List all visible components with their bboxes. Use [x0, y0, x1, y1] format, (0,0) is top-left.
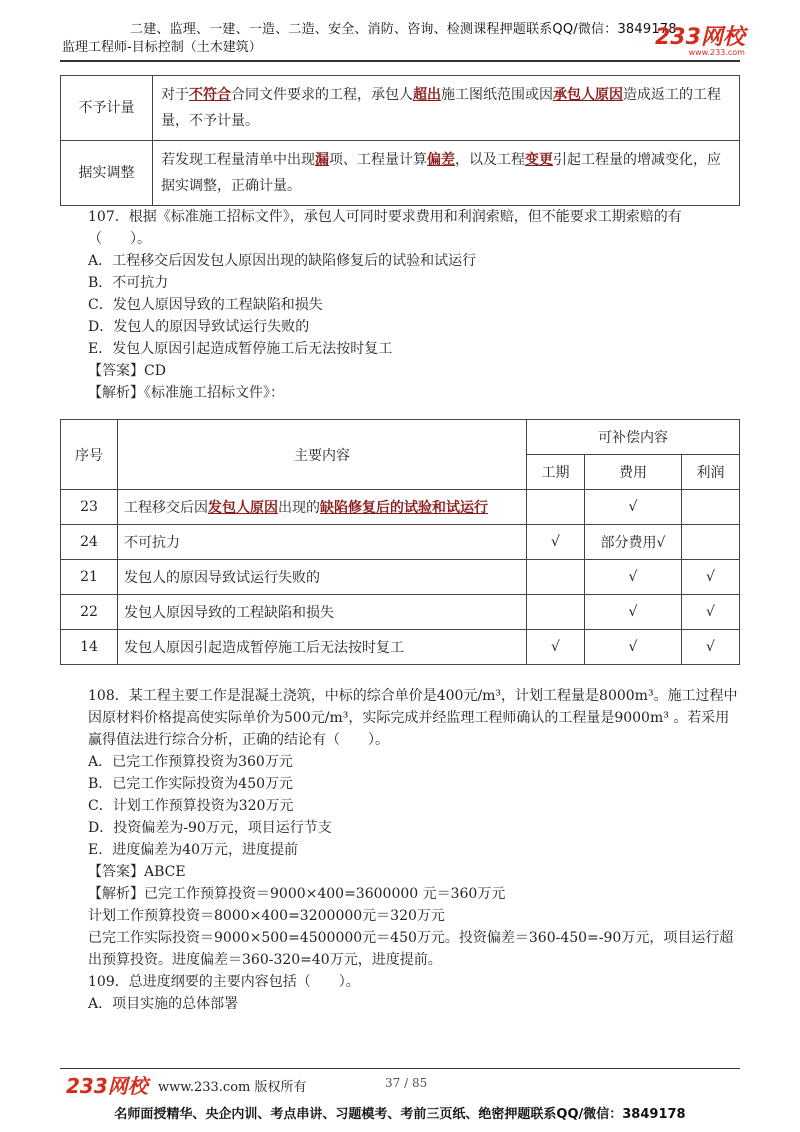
table-row	[61, 76, 740, 141]
row-content: 对于不符合合同文件要求的工程，承包人超出施工图纸范围或因承包人原因造成返工的工程量，不予计量。	[153, 76, 740, 141]
option: E．发包人原因引起造成暂停施工后无法按时复工	[88, 341, 393, 357]
question-stem: 108．某工程主要工作是混凝土浇筑，中标的综合单价是400元/m³，计划工程量是8000m³。施工过程中因原材料价格提高使实际单价为500元/m³，实际完成并经监理工程师确认的工程量是9000m³ 。若采用赢得值法进行综合分析，正确的结论有（ ）。	[88, 688, 738, 748]
header-subject: 监理工程师-目标控制（土木建筑）	[62, 40, 262, 55]
option: B．不可抗力	[88, 275, 169, 291]
footer-contact-line: 名师面授精华、央企内训、考点串讲、习题模考、考前三页纸、绝密押题联系QQ/微信：3849178	[114, 1107, 686, 1122]
table-row: 23 工程移交后因发包人原因出现的缺陷修复后的试验和试运行 √	[61, 490, 740, 525]
brand-logo: 233网校 www.233.com	[655, 25, 745, 57]
header-content: 主要内容	[118, 420, 527, 490]
option: B．已完工作实际投资为450万元	[88, 776, 294, 792]
analysis: 【解析】《标准施工招标文件》：	[88, 385, 284, 401]
analysis: 【解析】已完工作预算投资＝9000×400=3600000 元＝360万元	[88, 886, 506, 902]
question-stem: 107．根据《标准施工招标文件》，承包人可同时要求费用和利润索赔，但不能要求工期索赔的有（ ）。	[88, 209, 682, 247]
header-divider	[60, 60, 740, 62]
option: E．进度偏差为40万元，进度提前	[88, 842, 299, 858]
option: D．发包人的原因导致试运行失败的	[88, 319, 310, 335]
analysis: 已完工作实际投资＝9000×500=4500000元＝450万元。投资偏差＝360-450=-90万元，项目运行超出预算投资。进度偏差＝360-320=40万元，进度提前。	[88, 930, 734, 968]
question-107	[60, 206, 740, 404]
table-row: 22 发包人原因导致的工程缺陷和损失 √ √	[61, 595, 740, 630]
row-label: 据实调整	[61, 141, 153, 206]
header-contact-line: 二建、监理、一建、一造、二造、安全、消防、咨询、检测课程押题联系QQ/微信：3849178	[130, 22, 677, 37]
table-row: 21 发包人的原因导致试运行失败的 √ √	[61, 560, 740, 595]
option: A．工程移交后因发包人原因出现的缺陷修复后的试验和试运行	[88, 253, 477, 269]
header-no: 序号	[61, 420, 118, 490]
footer-divider	[60, 1068, 740, 1069]
row-label: 不予计量	[61, 76, 153, 141]
question-stem: 109．总进度纲要的主要内容包括（ ）。	[88, 974, 360, 990]
measurement-table	[60, 75, 740, 206]
page-number: 37 / 85	[385, 1076, 428, 1090]
analysis: 计划工作预算投资＝8000×400=3200000元＝320万元	[88, 908, 445, 924]
header-profit: 利润	[682, 455, 740, 490]
row-content: 若发现工程量清单中出现漏项、工程量计算偏差，以及工程变更引起工程量的增减变化，应据实调整，正确计量。	[153, 141, 740, 206]
option: A．项目实施的总体部署	[88, 996, 239, 1012]
header-time: 工期	[527, 455, 585, 490]
footer-logo: 233网校	[66, 1074, 148, 1098]
header-compensation: 可补偿内容	[527, 420, 740, 455]
option: C．发包人原因导致的工程缺陷和损失	[88, 297, 323, 313]
option: D．投资偏差为-90万元，项目运行节支	[88, 820, 332, 836]
question-108	[60, 685, 740, 1015]
answer: 【答案】CD	[88, 363, 166, 379]
compensation-table	[60, 419, 740, 665]
header-cost: 费用	[585, 455, 682, 490]
footer-site: www.233.com 版权所有	[158, 1080, 307, 1095]
table-row: 24 不可抗力 √ 部分费用√	[61, 525, 740, 560]
option: C．计划工作预算投资为320万元	[88, 798, 294, 814]
table-row: 14 发包人原因引起造成暂停施工后无法按时复工 √ √ √	[61, 630, 740, 665]
answer: 【答案】ABCE	[88, 864, 186, 880]
option: A．已完工作预算投资为360万元	[88, 754, 293, 770]
table-row	[61, 141, 740, 206]
